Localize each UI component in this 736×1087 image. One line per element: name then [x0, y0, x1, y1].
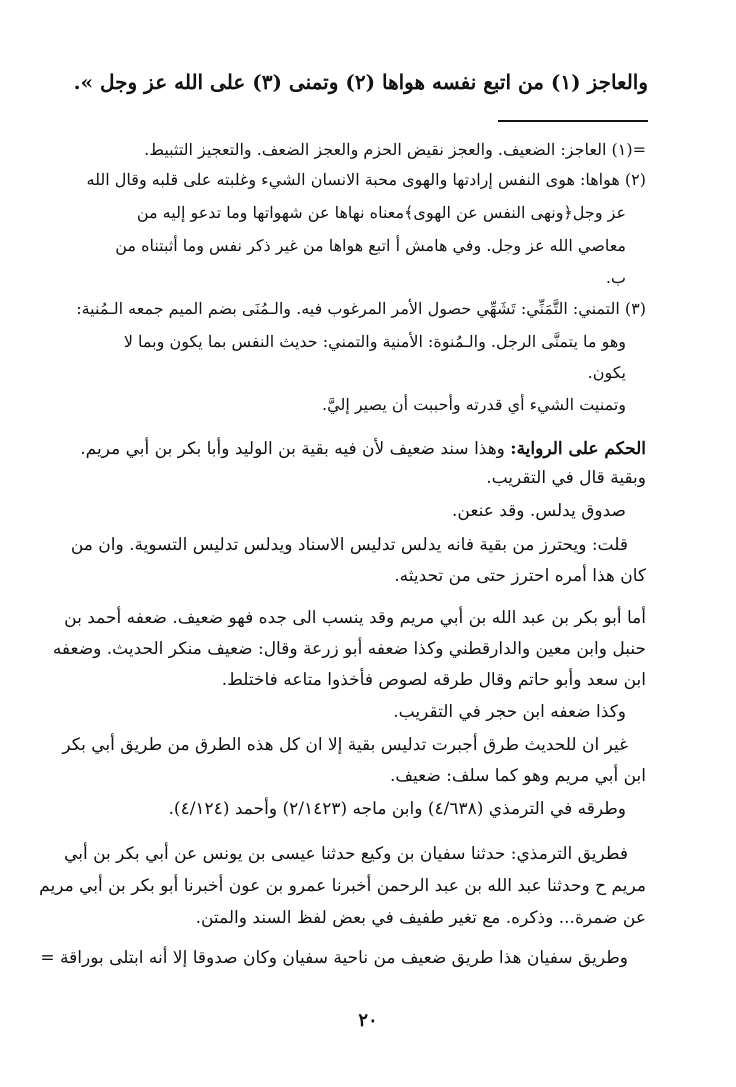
footnote-line: عز وجل﴿ونهى النفس عن الهوى﴾معناه نهاها عن شهواتها وما تدعو إليه من [136, 203, 626, 222]
footnote-line: وتمنيت الشيء أي قدرته وأحببت أن يصير إليَّ. [322, 395, 626, 414]
footnote-line: (٣) التمني: التَّمَنِّي: تَشَهِّي حصول الأمر المرغوب فيه. والـمُنَى بضم الميم جمعه الـمُنية: [76, 299, 646, 318]
ruling-line [80, 437, 646, 461]
footnote-line: ب. [605, 268, 626, 287]
body-line: فطريق الترمذي: حدثنا سفيان بن وكيع حدثنا عيسى بن يونس عن أبي بكر بن أبي [64, 844, 628, 864]
body-line: كان هذا أمره احترز حتى من تحديثه. [394, 566, 646, 586]
body-line: ابن أبي مريم وهو كما سلف: ضعيف. [390, 766, 646, 786]
footnote-line: معاصي الله عز وجل. وفي هامش أ اتبع هواها من غير ذكر نفس وما أثبتناه من [115, 236, 626, 255]
footnote-line: يكون. [587, 363, 626, 382]
footnote-divider [498, 120, 648, 122]
body-line: وبقية قال في التقريب. [486, 468, 646, 488]
ruling-text: وهذا سند ضعيف لأن فيه بقية بن الوليد وأبا بكر بن أبي مريم. [80, 439, 511, 459]
body-line: صدوق يدلس. وقد عنعن. [452, 501, 626, 521]
hadith-text: والعاجز (١) من اتبع نفسه هواها (٢) وتمنى (٣) على الله عز وجل ». [73, 70, 648, 94]
body-line: وطرقه في الترمذي (٤/٦٣٨) وابن ماجه (٢/١٤٢٣) وأحمد (٤/١٢٤). [168, 799, 626, 819]
body-line: ابن سعد وأبو حاتم وقال طرقه لصوص فأخذوا متاعه فاختلط. [221, 670, 646, 690]
body-line: قلت: ويحترز من بقية فانه يدلس تدليس الاسناد ويدلس تدليس التسوية. وان من [70, 535, 628, 555]
body-line: مريم ح وحدثنا عبد الله بن عبد الرحمن أخبرنا عمرو بن عون أخبرنا أبو بكر بن أبي مريم [39, 876, 646, 896]
body-line: عن ضمرة... وذكره. مع تغير طفيف في بعض لفظ السند والمتن. [195, 908, 646, 928]
page-number: ٢٠ [358, 1010, 378, 1031]
footnote-line: (٢) هواها: هوى النفس إرادتها والهوى محبة الانسان الشيء وغلبته على قلبه وقال الله [86, 170, 646, 189]
ruling-label: الحكم على الرواية: [510, 439, 646, 459]
footnote-line: وهو ما يتمنَّى الرجل. والـمُنوة: الأمنية والتمني: حديث النفس بما يكون وبما لا [123, 332, 626, 351]
body-line: غير ان للحديث طرق أجبرت تدليس بقية إلا ان كل هذه الطرق من طريق أبي بكر [62, 735, 628, 755]
body-line: وطريق سفيان هذا طريق ضعيف من ناحية سفيان وكان صدوقا إلا أنه ابتلى بوراقة = [40, 948, 628, 968]
body-line: حنبل وابن معين والدارقطني وكذا ضعفه أبو زرعة وقال: ضعيف منكر الحديث. وضعفه [52, 639, 646, 659]
body-line: أما أبو بكر بن عبد الله بن أبي مريم وقد ينسب الى جده فهو ضعيف. ضعفه أحمد بن [64, 608, 646, 628]
footnote-line: =(١) العاجز: الضعيف. والعجز نقيض الحزم والعجز الضعف. والتعجيز التثبيط. [144, 140, 646, 159]
body-line: وكذا ضعفه ابن حجر في التقريب. [393, 702, 626, 722]
